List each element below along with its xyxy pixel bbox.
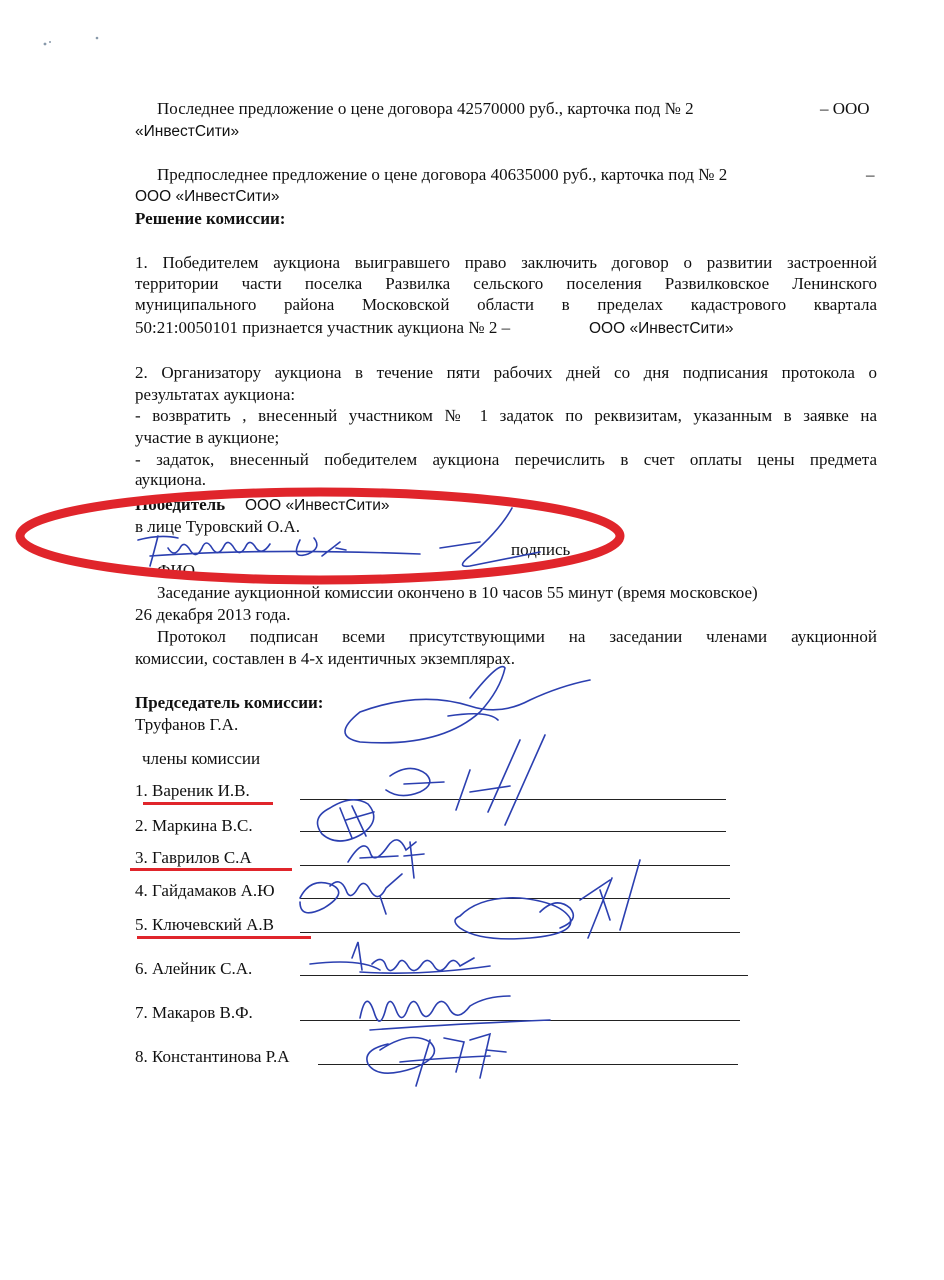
decision-paragraph-2 — [135, 362, 877, 383]
closing-line-1: Заседание аукционной комиссии окончено в 10 часов 55 минут (время московское) — [157, 583, 758, 602]
last-offer-dash: – ООО — [820, 99, 870, 118]
member-2-signature — [318, 800, 375, 841]
last-offer-company: «ИнвестСити» — [135, 123, 240, 140]
member-5: 5. Ключевский А.В — [135, 915, 275, 934]
closing-line-4: комиссии, составлен в 4-х идентичных экземплярах. — [135, 649, 516, 668]
chair-signature — [345, 667, 590, 743]
member-8: 8. Константинова Р.А — [135, 1047, 290, 1066]
paragraph-line: 2. Организатору аукциона в течение пяти рабочих дней со дня подписания протокола о — [135, 363, 877, 382]
member-1-signature — [386, 735, 545, 825]
member-1: 1. Вареник И.В. — [135, 781, 250, 800]
paragraph-line: - возвратить , внесенный участником № 1 задаток по реквизитам, указанным в заявке на — [135, 406, 877, 425]
paragraph-line: 1. Победителем аукциона выигравшего право заключить договор о развитии застроенной — [135, 253, 877, 272]
member-7: 7. Макаров В.Ф. — [135, 1003, 253, 1022]
decision-heading: Решение комиссии: — [135, 209, 286, 228]
winner-label: Победитель — [135, 495, 226, 514]
signature-line — [300, 932, 740, 933]
member-7-signature — [360, 996, 550, 1030]
winner-representative: в лице Туровский О.А. — [135, 517, 301, 536]
member-6-signature — [310, 942, 490, 973]
paragraph-line: Протокол подписан всеми присутствующими на заседании членами аукционной — [157, 627, 877, 646]
signature-line — [300, 898, 730, 899]
signature-line — [318, 1064, 738, 1065]
paragraph-line: участие в аукционе; — [135, 428, 280, 447]
signature-label: подпись — [511, 540, 571, 559]
signature-line — [300, 1020, 740, 1021]
member-3-signature — [348, 840, 424, 878]
chair-heading: Председатель комиссии: — [135, 693, 324, 712]
member-2: 2. Маркина В.С. — [135, 816, 253, 835]
paragraph-line: - задаток, внесенный победителем аукциона перечислить в счет оплаты цены предмета — [135, 450, 877, 469]
member-3: 3. Гаврилов С.А — [135, 848, 252, 867]
red-underline-annotation — [143, 802, 273, 805]
closing-paragraph — [157, 626, 877, 647]
paragraph-line: муниципального района Московской области в пределах кадастрового квартала — [135, 295, 877, 314]
chair-name: Труфанов Г.А. — [135, 715, 239, 734]
last-offer-text: Последнее предложение о цене договора 42570000 руб., карточка под № 2 — [157, 99, 694, 118]
decision-paragraph-2b — [135, 405, 877, 426]
prelast-offer-company: ООО «ИнвестСити» — [135, 188, 280, 205]
signature-line — [300, 865, 730, 866]
member-4-signature — [300, 874, 402, 914]
member-6: 6. Алейник С.А. — [135, 959, 253, 978]
fio-label: ФИО — [157, 561, 195, 580]
prelast-offer-dash: – — [866, 165, 875, 184]
member-5-signature — [455, 860, 640, 939]
red-underline-annotation — [130, 868, 292, 871]
scan-marks — [44, 37, 99, 46]
member-4: 4. Гайдамаков А.Ю — [135, 881, 275, 900]
signature-line — [300, 799, 726, 800]
prelast-offer-text: Предпоследнее предложение о цене договора 40635000 руб., карточка под № 2 — [157, 165, 728, 184]
member-8-signature — [367, 1034, 506, 1086]
signature-line — [300, 831, 726, 832]
paragraph-line-clipped: аукциона. — [135, 470, 207, 489]
members-heading: члены комиссии — [142, 749, 261, 768]
winner-company: ООО «ИнвестСити» — [245, 497, 390, 514]
signature-line — [300, 975, 748, 976]
winner-company-inline: ООО «ИнвестСити» — [589, 320, 734, 337]
decision-paragraph-2c — [135, 449, 877, 470]
paragraph-line: территории части поселка Развилка сельского поселения Развилковское Ленинского — [135, 274, 877, 293]
decision-paragraph-1 — [135, 252, 877, 315]
closing-line-2: 26 декабря 2013 года. — [135, 605, 291, 624]
paragraph-line: результатах аукциона: — [135, 385, 296, 404]
paragraph-line: 50:21:0050101 признается участник аукциона № 2 – — [135, 318, 511, 337]
red-underline-annotation — [137, 936, 311, 939]
